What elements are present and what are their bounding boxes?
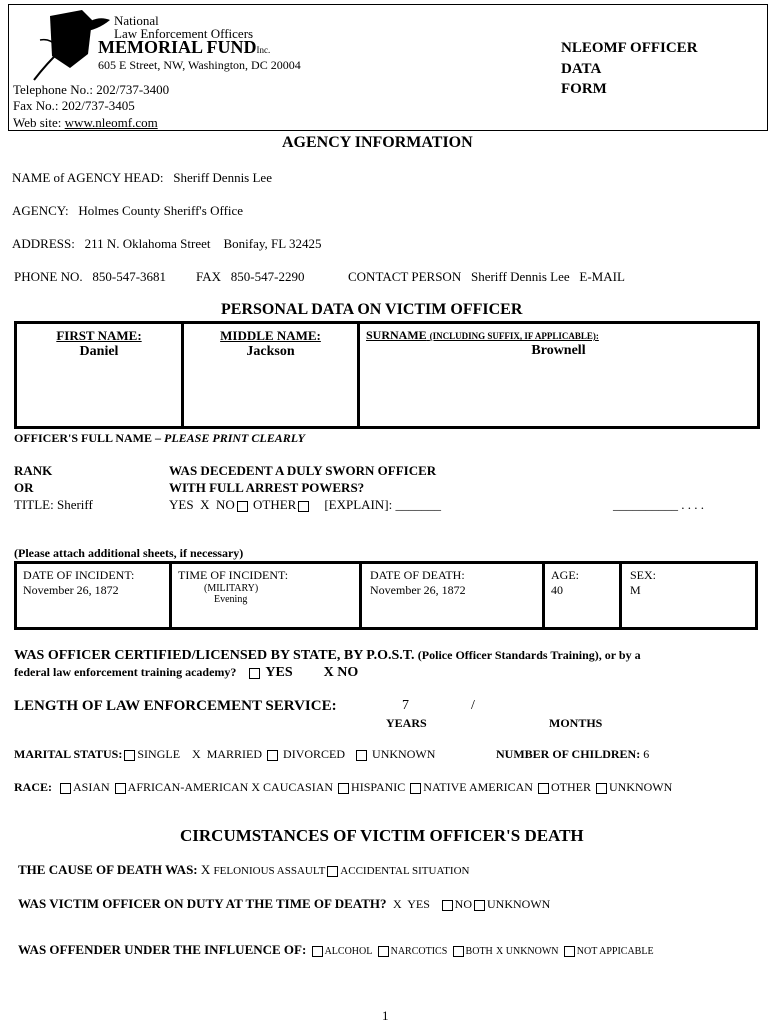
org-address: 605 E Street, NW, Washington, DC 20004 <box>98 58 301 72</box>
certification-line1 <box>14 647 641 664</box>
cert-question-line2: federal law enforcement training academy? <box>14 665 237 679</box>
race-native: NATIVE AMERICAN <box>423 780 533 794</box>
agency-contact-row <box>348 269 625 285</box>
web-label: Web site: <box>13 115 65 130</box>
incident-date-value: November 26, 1872 <box>23 583 119 597</box>
agency-address-value: 211 N. Oklahoma Street Bonifay, FL 32425 <box>84 236 322 251</box>
certification-line2 <box>14 665 358 681</box>
service-years-label: YEARS <box>386 716 427 730</box>
contact-value: Sheriff Dennis Lee <box>470 269 570 284</box>
or-label: OR <box>14 480 34 495</box>
agency-section-title: AGENCY INFORMATION <box>282 134 473 151</box>
race-unknown-checkbox[interactable] <box>596 783 607 794</box>
race-asian: ASIAN <box>73 780 110 794</box>
sworn-question-1: WAS DECEDENT A DULY SWORN OFFICER <box>169 463 437 478</box>
org-line2: Law Enforcement Officers <box>114 26 254 41</box>
children-value: 6 <box>643 747 650 761</box>
page-number: 1 <box>382 1008 389 1023</box>
agency-phone-row <box>14 269 166 285</box>
race-row <box>14 780 672 795</box>
first-name-cell <box>17 324 184 426</box>
org-name: MEMORIAL FUND <box>98 37 257 57</box>
sworn-yes: YES <box>169 497 194 512</box>
age-label: AGE: <box>551 568 579 582</box>
sworn-other-checkbox[interactable] <box>298 501 309 512</box>
asian-checkbox[interactable] <box>60 783 71 794</box>
divorced-checkbox[interactable] <box>267 750 278 761</box>
influence-row <box>18 942 654 958</box>
duty-row <box>18 896 550 912</box>
sworn-mark[interactable]: X <box>200 497 210 512</box>
death-date-label: DATE OF DEATH: <box>370 568 465 582</box>
phone-label: PHONE NO. <box>14 269 83 284</box>
race-unknown: UNKNOWN <box>608 780 673 794</box>
age-cell <box>545 564 622 627</box>
duty-yes[interactable]: X YES <box>393 897 430 911</box>
fax-label: FAX <box>196 269 222 284</box>
fullname-note-text: OFFICER'S FULL NAME – <box>14 431 162 445</box>
cert-question-rest: (Police Officer Standards Training), or by a <box>417 648 641 662</box>
web-link[interactable]: www.nleomf.com <box>64 115 158 130</box>
duty-label: WAS VICTIM OFFICER ON DUTY AT THE TIME OF DEATH? <box>18 896 387 911</box>
agency-address-row <box>12 236 321 252</box>
form-title-line3: FORM <box>561 81 607 97</box>
agency-name-label: AGENCY: <box>12 203 69 218</box>
org-line1: National <box>114 13 159 28</box>
influence-narcotics: NARCOTICS <box>390 946 448 957</box>
middle-name-cell <box>184 324 360 426</box>
incident-time-sub: (MILITARY) <box>204 583 259 594</box>
fullname-note <box>14 431 305 446</box>
surname-label: SURNAME <box>366 328 427 342</box>
agency-head-row <box>12 170 272 186</box>
sworn-answer-row <box>169 497 441 513</box>
african-checkbox[interactable] <box>115 783 126 794</box>
org-website <box>13 115 158 131</box>
native-checkbox[interactable] <box>410 783 421 794</box>
cause-mark[interactable]: X <box>200 862 211 877</box>
title-label: TITLE: <box>14 497 54 512</box>
name-table <box>14 321 760 429</box>
form-title-line1: NLEOMF OFFICER <box>561 40 698 56</box>
sex-value: M <box>630 583 641 597</box>
cause-accidental: ACCIDENTAL SITUATION <box>340 865 470 877</box>
narcotics-checkbox[interactable] <box>378 946 389 957</box>
children-row <box>496 747 649 762</box>
sex-label: SEX: <box>630 568 657 582</box>
org-telephone: Telephone No.: 202/737-3400 <box>13 82 170 97</box>
race-other-checkbox[interactable] <box>538 783 549 794</box>
first-name-value: Daniel <box>79 344 119 359</box>
surname-cell <box>360 324 757 426</box>
cause-label: THE CAUSE OF DEATH WAS: <box>18 862 198 877</box>
sworn-question-2: WITH FULL ARREST POWERS? <box>169 480 365 495</box>
hispanic-checkbox[interactable] <box>338 783 349 794</box>
death-date-value: November 26, 1872 <box>370 583 466 597</box>
cert-yes: YES <box>265 665 293 680</box>
service-label: LENGTH OF LAW ENFORCEMENT SERVICE: <box>14 698 337 714</box>
form-title-line2: DATA <box>561 61 602 77</box>
duty-unknown: UNKNOWN <box>487 897 551 911</box>
marital-row <box>14 747 435 762</box>
both-checkbox[interactable] <box>453 946 464 957</box>
surname-value: Brownell <box>531 343 586 358</box>
children-label: NUMBER OF CHILDREN: <box>496 747 641 761</box>
title-row <box>14 497 93 513</box>
cert-no[interactable]: X NO <box>323 665 359 680</box>
cert-question-bold: WAS OFFICER CERTIFIED/LICENSED BY STATE, BY P.O.S.T. <box>14 648 415 663</box>
marital-married[interactable]: X MARRIED <box>192 747 263 761</box>
agency-address-label: ADDRESS: <box>12 236 75 251</box>
cause-row <box>18 862 469 878</box>
single-checkbox[interactable] <box>124 750 135 761</box>
sworn-other: OTHER <box>252 497 297 512</box>
race-caucasian[interactable]: X CAUCASIAN <box>251 780 334 794</box>
org-inc: Inc. <box>256 45 271 55</box>
phone-value: 850-547-3681 <box>92 269 167 284</box>
alcohol-checkbox[interactable] <box>312 946 323 957</box>
service-months-label: MONTHS <box>549 716 603 730</box>
marital-single: SINGLE <box>137 747 181 761</box>
cert-yes-checkbox[interactable] <box>249 668 260 679</box>
race-hispanic: HISPANIC <box>351 780 406 794</box>
service-slash: / <box>471 698 475 713</box>
marital-label: MARITAL STATUS: <box>14 747 123 761</box>
sex-cell <box>622 564 755 627</box>
agency-head-label: NAME of AGENCY HEAD: <box>12 170 164 185</box>
sworn-no: NO <box>215 497 235 512</box>
influence-both: BOTH <box>465 946 493 957</box>
marital-unknown-checkbox[interactable] <box>356 750 367 761</box>
incident-time-label: TIME OF INCIDENT: <box>178 568 289 582</box>
duty-unknown-checkbox[interactable] <box>474 900 485 911</box>
first-name-label: FIRST NAME: <box>56 328 142 343</box>
email-label: E-MAIL <box>579 269 625 284</box>
surname-label-row <box>366 328 757 343</box>
agency-name-row <box>12 203 243 219</box>
incident-date-label: DATE OF INCIDENT: <box>23 568 135 582</box>
duty-no: NO <box>454 897 472 911</box>
cause-felonious: FELONIOUS ASSAULT <box>213 865 326 877</box>
agency-fax-row <box>196 269 304 285</box>
fullname-note-italic: PLEASE PRINT CLEARLY <box>164 431 305 445</box>
incident-date-cell <box>17 564 172 627</box>
influence-unknown[interactable]: X UNKNOWN <box>496 946 559 957</box>
service-years-value: 7 <box>402 698 409 713</box>
surname-note: (INCLUDING SUFFIX, IF APPLICABLE): <box>429 331 599 341</box>
influence-alcohol: ALCOHOL <box>324 946 373 957</box>
org-line3 <box>98 37 270 58</box>
incident-time-value: Evening <box>214 594 248 605</box>
middle-name-value: Jackson <box>246 344 295 359</box>
race-african: AFRICAN-AMERICAN <box>127 780 249 794</box>
sworn-no-checkbox[interactable] <box>237 501 248 512</box>
age-value: 40 <box>551 583 563 597</box>
sworn-explain[interactable]: [EXPLAIN]: _______ <box>324 497 441 512</box>
na-checkbox[interactable] <box>564 946 575 957</box>
sworn-blank-line: __________ . . . . <box>613 497 704 512</box>
race-label: RACE: <box>14 780 52 794</box>
middle-name-label: MIDDLE NAME: <box>220 328 321 343</box>
agency-name-value: Holmes County Sheriff's Office <box>78 203 244 218</box>
attach-note: (Please attach additional sheets, if necessary) <box>14 546 244 560</box>
influence-na: NOT APPICABLE <box>576 946 654 957</box>
personal-section-title: PERSONAL DATA ON VICTIM OFFICER <box>221 301 523 318</box>
rank-label: RANK <box>14 463 53 478</box>
agency-head-value: Sheriff Dennis Lee <box>173 170 272 185</box>
org-fax: Fax No.: 202/737-3405 <box>13 98 135 113</box>
circumstances-section-title: CIRCUMSTANCES OF VICTIM OFFICER'S DEATH <box>180 826 584 845</box>
marital-unknown: UNKNOWN <box>372 747 436 761</box>
influence-label: WAS OFFENDER UNDER THE INFLUENCE OF: <box>18 942 307 957</box>
incident-table <box>14 561 758 630</box>
accidental-checkbox[interactable] <box>327 866 338 877</box>
incident-time-cell <box>172 564 362 627</box>
marital-divorced: DIVORCED <box>283 747 346 761</box>
title-value: Sheriff <box>56 497 93 512</box>
duty-no-checkbox[interactable] <box>442 900 453 911</box>
race-other: OTHER <box>550 780 591 794</box>
death-date-cell <box>362 564 545 627</box>
contact-label: CONTACT PERSON <box>348 269 462 284</box>
fax-value: 850-547-2290 <box>230 269 305 284</box>
